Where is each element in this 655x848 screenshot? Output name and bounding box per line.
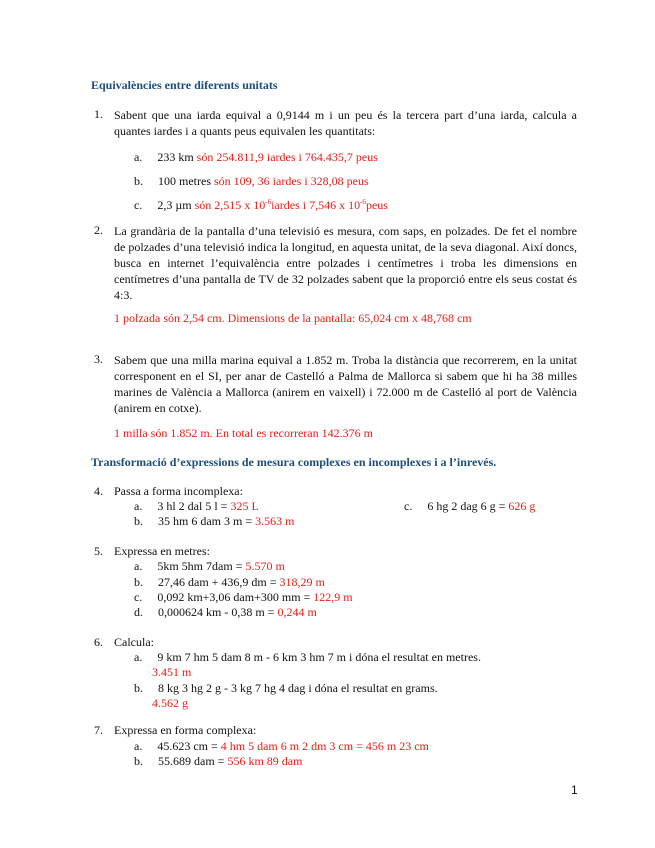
question-4-title: Passa a forma incomplexa: xyxy=(114,484,243,498)
q7-item-b-question: 55.689 dam = xyxy=(158,754,228,768)
q6-item-b xyxy=(134,681,438,696)
q4-item-c-question: 6 hg 2 dag 6 g = xyxy=(427,499,509,513)
question-3-text: Sabem que una milla marina equival a 1.852 m. Troba la distància que recorrerem, en la unitat corresponent en el SI, per anar de Castelló a Palma de Mallorca si sabem que hi ha 38 milles marines de València a Mallorca (anirem en vaixell) i 72.000 m de Castelló al port de València (anirem en cotxe). xyxy=(114,353,577,415)
q7-item-a xyxy=(134,739,429,754)
question-1-number: 1. xyxy=(94,107,103,121)
q1-item-b xyxy=(134,174,369,189)
q1-item-c-letter: c. xyxy=(134,198,143,212)
question-1-text: Sabent que una iarda equival a 0,9144 m i un peu és la tercera part d’una iarda, calcula a quantes iardes i a quants peus equivalen les quantitats: xyxy=(114,108,577,138)
q5-item-a xyxy=(134,559,285,574)
q5-item-d-letter: d. xyxy=(134,605,143,619)
q4-item-b-answer: 3.563 m xyxy=(255,514,295,528)
question-6-number: 6. xyxy=(94,635,103,649)
question-4-number: 4. xyxy=(94,484,103,498)
q7-item-b xyxy=(134,754,302,769)
q1-item-c-sup-2: -6 xyxy=(360,198,366,206)
question-7-number: 7. xyxy=(94,723,103,737)
q5-item-a-answer: 5.570 m xyxy=(245,559,285,573)
q5-item-a-letter: a. xyxy=(134,559,143,573)
q6-item-b-question: 8 kg 3 hg 2 g - 3 kg 7 hg 4 dag i dóna el resultat en grams. xyxy=(158,681,438,695)
page-number: 1 xyxy=(571,783,578,797)
q5-item-d-answer: 0,244 m xyxy=(277,605,317,619)
q1-item-b-answer: són 109, 36 iardes i 328,08 peus xyxy=(214,174,369,188)
question-7-title: Expressa en forma complexa: xyxy=(114,723,257,737)
question-5-title: Expressa en metres: xyxy=(114,544,210,558)
q1-item-c-question: 2,3 µm xyxy=(157,198,195,212)
q4-item-b-letter: b. xyxy=(134,514,143,528)
q5-item-c-question: 0,092 km+3,06 dam+300 mm = xyxy=(157,590,314,604)
q6-item-a xyxy=(134,650,481,665)
q6-item-b-letter: b. xyxy=(134,681,143,695)
q4-item-a-letter: a. xyxy=(134,499,143,513)
q4-item-a-question: 3 hl 2 dal 5 l = xyxy=(157,499,231,513)
q1-item-c-answer-2: iardes i 7,546 x 10 xyxy=(271,198,361,212)
question-6-title: Calcula: xyxy=(114,635,154,649)
q7-item-b-letter: b. xyxy=(134,754,143,768)
q4-item-c-letter: c. xyxy=(404,499,413,513)
q1-item-b-letter: b. xyxy=(134,174,143,188)
q5-item-b xyxy=(134,575,325,590)
q5-item-b-question: 27,46 dam + 436,9 dm = xyxy=(158,575,280,589)
q6-item-a-question: 9 km 7 hm 5 dam 8 m - 6 km 3 hm 7 m i dóna el resultat en metres. xyxy=(157,650,481,664)
section-1-heading: Equivalències entre diferents unitats xyxy=(91,78,278,92)
q4-item-a xyxy=(134,499,259,514)
q5-item-a-question: 5km 5hm 7dam = xyxy=(157,559,246,573)
q1-item-a-letter: a. xyxy=(134,150,143,164)
q7-item-b-answer: 556 km 89 dam xyxy=(227,754,303,768)
q4-item-a-answer: 325 L xyxy=(230,499,259,513)
question-3-number: 3. xyxy=(94,352,103,366)
q4-item-c xyxy=(404,499,535,514)
q7-item-a-letter: a. xyxy=(134,739,143,753)
q4-item-b-question: 35 hm 6 dam 3 m = xyxy=(158,514,256,528)
q1-item-c-answer-3: peus xyxy=(365,198,388,212)
section-2-heading: Transformació d’expressions de mesura complexes en incomplexes i a l’inrevés. xyxy=(91,455,497,469)
question-2-answer: 1 polzada són 2,54 cm. Dimensions de la pantalla: 65,024 cm x 48,768 cm xyxy=(114,311,472,325)
q1-item-b-question: 100 metres xyxy=(158,174,214,188)
q4-item-b xyxy=(134,514,294,529)
q1-item-c-sup-1: -6 xyxy=(265,198,272,206)
q7-item-a-answer: 4 hm 5 dam 6 m 2 dm 3 cm = 456 m 23 cm xyxy=(220,739,429,753)
q5-item-d-question: 0,000624 km - 0,38 m = xyxy=(158,605,278,619)
q1-item-c xyxy=(134,198,388,213)
question-2-text: La grandària de la pantalla d’una televisió es mesura, com saps, en polzades. De fet el nombre de polzades d’una televisió indica la longitud, en aquesta unitat, de la seva diagonal. Així doncs, busca en internet l’equivalència entre polzades i centímetres i troba les dimensions en centímetres d’una pantalla de TV de 32 polzades sabent que la proporció entre els seus costat és 4:3. xyxy=(114,224,577,302)
question-2-number: 2. xyxy=(94,223,103,237)
q5-item-c-letter: c. xyxy=(134,590,143,604)
q5-item-d xyxy=(134,605,317,620)
question-5-number: 5. xyxy=(94,544,103,558)
q6-item-a-letter: a. xyxy=(134,650,143,664)
q7-item-a-question: 45.623 cm = xyxy=(157,739,221,753)
q1-item-c-answer-1: són 2,515 x 10 xyxy=(194,198,266,212)
q1-item-a xyxy=(134,150,378,165)
q4-item-c-answer: 626 g xyxy=(508,499,536,513)
q5-item-c xyxy=(134,590,353,605)
q5-item-c-answer: 122,9 m xyxy=(313,590,353,604)
q6-item-a-answer: 3.451 m xyxy=(152,665,192,679)
q5-item-b-answer: 318,29 m xyxy=(279,575,325,589)
q6-item-b-answer: 4.562 g xyxy=(152,696,188,710)
q1-item-a-answer: són 254.811,9 iardes i 764.435,7 peus xyxy=(196,150,378,164)
q5-item-b-letter: b. xyxy=(134,575,143,589)
question-3-answer: 1 milla són 1.852 m. En total es recorreran 142.376 m xyxy=(114,426,373,440)
q1-item-a-question: 233 km xyxy=(157,150,197,164)
